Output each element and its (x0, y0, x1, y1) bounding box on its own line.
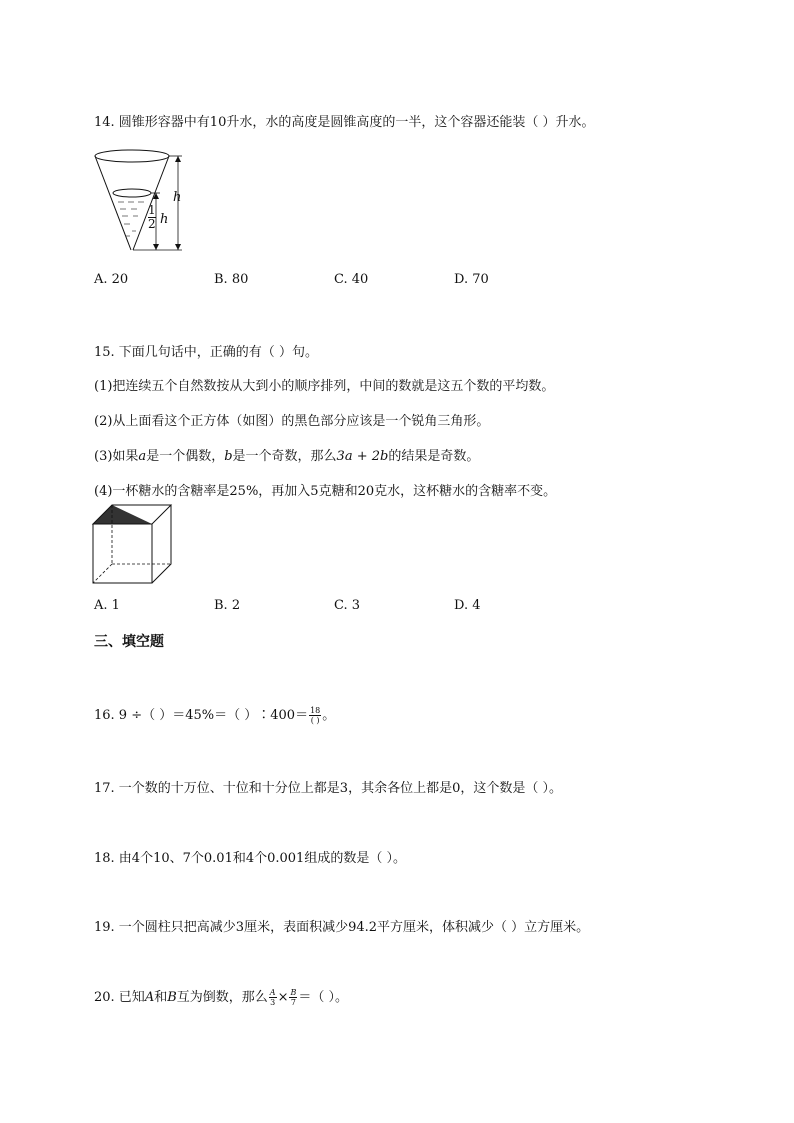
cube-figure (92, 504, 174, 586)
q15-option-a[interactable]: A. 1 (94, 598, 120, 613)
statement-1: (1)把连续五个自然数按从大到小的顺序排列，中间的数就是这五个数的平均数。 (94, 379, 555, 394)
q14-option-c[interactable]: C. 40 (334, 272, 369, 287)
statement-3-part-a: (3)如果 (94, 449, 139, 464)
expression-3a-2b: 3a + 2b (336, 449, 389, 464)
q20-fraction2-numerator: B (290, 988, 297, 997)
q15-option-d[interactable]: D. 4 (454, 598, 481, 613)
statement-3-part-b: 是一个偶数， (146, 449, 225, 464)
variable-a: a (138, 449, 147, 464)
statement-3 (94, 445, 479, 464)
half-height-label: h (160, 212, 169, 227)
variable-A: A (144, 990, 155, 1005)
q16-fraction-numerator: 18 (310, 706, 321, 715)
variable-b: b (224, 449, 233, 464)
q14-option-a[interactable]: A. 20 (94, 272, 129, 287)
q14-option-b[interactable]: B. 80 (214, 272, 249, 287)
question-18-text: 18. 由4个10、7个0.01和4个0.001组成的数是（ ）。 (94, 851, 406, 866)
q15-option-b[interactable]: B. 2 (214, 598, 241, 613)
q20-end: ＝（ ）。 (298, 990, 349, 1005)
q20-fraction1-denominator: 3 (270, 998, 276, 1007)
half-fraction (148, 204, 156, 231)
q20-fraction2-denominator: 7 (290, 998, 296, 1007)
statement-3-part-c: 是一个奇数，那么 (232, 449, 337, 464)
statement-3-part-d: 的结果是奇数。 (388, 449, 480, 464)
q20-part-b: 和 (154, 990, 168, 1005)
q20-fraction1-numerator: A (269, 988, 276, 997)
statement-2: (2)从上面看这个正方体（如图）的黑色部分应该是一个锐角三角形。 (94, 414, 490, 429)
q16-fraction-denominator: ( ) (310, 716, 320, 725)
section-title: 三、填空题 (94, 634, 164, 650)
half-numerator: 1 (148, 203, 156, 217)
q16-expression: 16. 9 ÷（ ）＝45%＝（ ）∶400＝ (94, 708, 309, 723)
times-sign: × (277, 990, 289, 1005)
question-19-text: 19. 一个圆柱只把高减少3厘米，表面积减少94.2平方厘米，体积减少（ ）立方厘米。 (94, 920, 590, 935)
height-label: h (173, 190, 182, 205)
q16-end: 。 (322, 708, 336, 723)
question-20 (94, 986, 348, 1007)
question-16 (94, 704, 335, 725)
q14-option-d[interactable]: D. 70 (454, 272, 489, 287)
question-14-text: 14. 圆锥形容器中有10升水，水的高度是圆锥高度的一半，这个容器还能装（ ）升水。 (94, 115, 595, 130)
q20-fraction-a-over-3 (269, 988, 277, 1007)
question-15-text: 15. 下面几句话中，正确的有（ ）句。 (94, 345, 318, 360)
variable-B: B (167, 990, 177, 1005)
q20-part-a: 20. 已知 (94, 990, 145, 1005)
half-denominator: 2 (148, 217, 156, 231)
q16-fraction (309, 706, 321, 725)
statement-4: (4)一杯糖水的含糖率是25%，再加入5克糖和20克水，这杯糖水的含糖率不变。 (94, 484, 557, 499)
q20-part-c: 互为倒数，那么 (176, 990, 268, 1005)
q15-option-c[interactable]: C. 3 (334, 598, 361, 613)
question-17-text: 17. 一个数的十万位、十位和十分位上都是3，其余各位上都是0，这个数是（ ）。 (94, 781, 562, 796)
q20-fraction-b-over-7 (289, 988, 297, 1007)
